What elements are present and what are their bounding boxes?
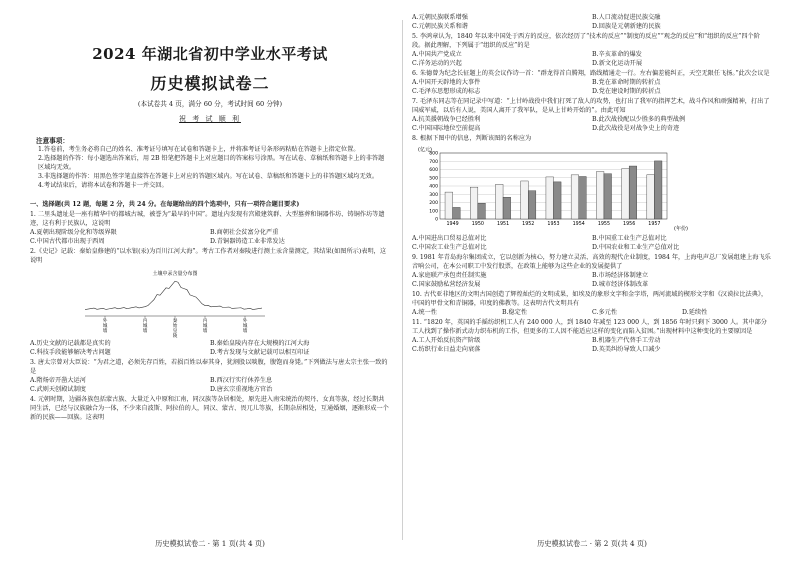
page-footer: 历史模拟试卷二 · 第 1 页(共 4 页) bbox=[155, 538, 265, 548]
option-c: C.科技手段能够解决考古问题 bbox=[30, 348, 111, 356]
bar-series-1 bbox=[596, 171, 604, 218]
option-c: C.中国古代都市出现于西周 bbox=[30, 238, 105, 246]
option-b: B.此次战役配以少胜多的典型战例 bbox=[592, 115, 686, 123]
question-8: 8. 根据下图中的信息，判断该图的名称应为 bbox=[412, 134, 532, 142]
exam-title: 2024 年湖北省初中学业水平考试 bbox=[92, 45, 328, 63]
bar-x-tick-label: 1951 bbox=[496, 221, 510, 227]
bar-y-tick-label: 0 bbox=[435, 217, 438, 223]
option-b: B.机器生产代替手工劳动 bbox=[592, 336, 661, 344]
bar-x-tick-label: 1957 bbox=[648, 221, 661, 227]
note-item: 3.非选择题的作答：用黑色签字笔直接答在答题卡上对应的答题区域内。写在试卷、草稿纸和答题卡上的非答题区域均无效。 bbox=[38, 173, 379, 181]
exam-page-1 bbox=[30, 14, 390, 549]
option-d: D.青铜器铸造工业非常发达 bbox=[210, 238, 285, 246]
bar-y-tick-label: 500 bbox=[429, 176, 438, 182]
option-a: A.历史文献的记载都是真实的 bbox=[30, 339, 111, 347]
option-d: D.此次战役是对战争史上的奇迹 bbox=[592, 124, 680, 132]
question-1-options bbox=[30, 229, 390, 247]
option-d: D.中国农业和工业生产总值对比 bbox=[592, 243, 680, 251]
option-b: B.中国重工业生产总值对比 bbox=[592, 234, 667, 242]
option-b: B.秦始皇陵内存在大规模的江河大海 bbox=[210, 339, 310, 347]
option-b: B.市场经济体制建立 bbox=[592, 271, 649, 279]
bar-chart-xlabel: (年份) bbox=[674, 225, 688, 232]
question-6-options bbox=[412, 79, 772, 97]
mercury-x-label: 墙 bbox=[102, 328, 108, 334]
bar-series-2 bbox=[579, 176, 587, 218]
bar-x-tick-label: 1949 bbox=[446, 221, 459, 227]
mercury-x-label: 陵 bbox=[172, 333, 178, 338]
question-7-options bbox=[412, 116, 772, 134]
question-4-options bbox=[412, 14, 772, 32]
mercury-x-label: 城 bbox=[102, 323, 108, 329]
mercury-x-label: 皇 bbox=[172, 328, 178, 334]
question-10-options bbox=[412, 309, 772, 318]
mercury-x-label: 墙 bbox=[242, 328, 248, 334]
mercury-chart-svg bbox=[75, 268, 275, 338]
mercury-x-label: 城 bbox=[142, 323, 148, 329]
mercury-x-label: 外 bbox=[242, 318, 248, 324]
option-c: C.纺织行业日益走向衰落 bbox=[412, 345, 481, 353]
bar-series-1 bbox=[445, 192, 453, 219]
option-c: C.毛泽东思想形成的标志 bbox=[412, 87, 481, 95]
question-3-options bbox=[30, 377, 390, 395]
option-a: A.中国共产党成立 bbox=[412, 50, 462, 58]
question-3: 3. 唐太宗曾对大臣说：“为君之道，必须先存百姓，若损百姓以奉其身，犹割股以啖腹，腹饱而身毙。”下列做法与唐太宗主张一致的是 bbox=[30, 358, 388, 375]
option-a: A.抗美援朝战争已经胜利 bbox=[412, 115, 481, 123]
option-b: B.商朝社会贫富分化严重 bbox=[210, 229, 279, 237]
bar-series-1 bbox=[470, 187, 478, 219]
mercury-x-label: 墙 bbox=[202, 328, 208, 334]
bar-series-2 bbox=[629, 166, 637, 219]
mercury-chart-title: 土壤中汞含量分布图 bbox=[152, 270, 198, 277]
exam-page-2 bbox=[412, 14, 772, 549]
bar-series-2 bbox=[554, 182, 562, 219]
bar-x-tick-label: 1953 bbox=[547, 221, 560, 227]
option-c: C.中国国际地位空前提高 bbox=[412, 124, 481, 132]
option-a: A.工人开始反抗资产阶级 bbox=[412, 336, 481, 344]
bar-series-2 bbox=[604, 174, 612, 219]
bar-x-tick-label: 1955 bbox=[597, 221, 611, 227]
option-b: B.党在革命时期的转折点 bbox=[592, 78, 661, 86]
option-b: B.人口流动促进民族交融 bbox=[592, 14, 661, 21]
bar-series-1 bbox=[622, 168, 630, 218]
option-d: D.回族是元朝新建的民族 bbox=[592, 22, 661, 30]
option-c: C.洋务运动的兴起 bbox=[412, 59, 462, 67]
bar-y-tick-label: 700 bbox=[429, 159, 438, 165]
exam-subtitle: 历史模拟试卷二 bbox=[150, 73, 270, 93]
note-item: 1.答卷前，考生务必将自己的姓名、准考证号填写在试卷和答题卡上，并将准考证号条形码粘贴在答题卡上指定位置。 bbox=[38, 146, 360, 154]
option-c: C.国家鼓励私营经济发展 bbox=[412, 280, 481, 288]
mercury-x-label: 内 bbox=[202, 318, 208, 324]
page-divider bbox=[402, 20, 403, 540]
mercury-x-label: 外 bbox=[102, 318, 108, 324]
mercury-x-label: 城 bbox=[242, 323, 248, 329]
mercury-x-label: 墙 bbox=[142, 328, 148, 334]
bar-y-tick-label: 100 bbox=[429, 209, 438, 215]
bar-x-tick-label: 1952 bbox=[522, 221, 535, 227]
bar-series-1 bbox=[647, 174, 655, 218]
bar-x-tick-label: 1954 bbox=[572, 221, 585, 227]
section-heading: 一、选择题(共 12 题，每题 2 分，共 24 分。在每题给出的四个选项中，只有一项符合题目要求) bbox=[30, 201, 300, 209]
output-bar-chart bbox=[412, 145, 712, 233]
option-b: B.稳定性 bbox=[502, 308, 528, 316]
mercury-x-label: 城 bbox=[202, 323, 208, 329]
option-a: A.元朝民族联系增强 bbox=[412, 14, 468, 21]
option-d: D.唐玄宗重视地方官治 bbox=[210, 385, 273, 393]
option-b: B.西汉行实行休养生息 bbox=[210, 376, 273, 384]
question-9: 9. 1981 年青岛海尔集团成立，它以创新为核心，努力建立灵活、高效的现代企业制度，1984 年，上海电声总厂发展组建上海飞乐音响公司，在本公司职工中发行股票，在政策上能够为这些企业的发展提供了 bbox=[412, 253, 771, 270]
option-c: C.多元性 bbox=[592, 308, 618, 316]
option-c: C.元朝民族关系和谐 bbox=[412, 22, 468, 30]
bar-series-2 bbox=[654, 161, 662, 219]
question-2-options bbox=[30, 340, 390, 358]
bar-chart-ylabel: (亿元) bbox=[418, 146, 432, 153]
notes-title: 注意事项： bbox=[36, 136, 69, 145]
good-luck-text: 祝 考 试 顺 利 bbox=[179, 115, 241, 124]
mercury-x-label: 始 bbox=[172, 323, 178, 329]
bar-series-2 bbox=[478, 203, 486, 219]
option-b: B.辛亥革命的爆发 bbox=[592, 50, 642, 58]
bar-x-tick-label: 1956 bbox=[623, 221, 636, 227]
option-d: D.考古发现与文献记载可以相互印证 bbox=[210, 348, 310, 356]
option-a: A.家庭联产承包责任制实施 bbox=[412, 271, 487, 279]
question-1: 1. 二里头遗址是一座有精华中的都城古城，被誉为“最早的中国”。遗址内发现有宫殿建筑群、大型墓葬和铜器作坊、铸铜作坊等遗迹，这有利于民族认，这说明 bbox=[30, 211, 385, 228]
bar-y-tick-label: 600 bbox=[429, 167, 438, 173]
question-8-options bbox=[412, 235, 772, 253]
option-a: A.中国开天辟地的大事件 bbox=[412, 78, 481, 86]
mercury-x-label: 秦 bbox=[172, 318, 178, 324]
option-d: D.延续性 bbox=[682, 308, 708, 316]
question-5-options bbox=[412, 51, 772, 69]
option-c: C.武则天创殿试制度 bbox=[30, 385, 86, 393]
option-d: D.英美纠纷导致人口减少 bbox=[592, 345, 661, 353]
bar-series-2 bbox=[528, 190, 536, 218]
bar-y-tick-label: 800 bbox=[429, 151, 438, 157]
question-6: 6. 朱德曾为纪念长征题上的英会议作诗一首：“群龙得首自腾翔，路线精通走一行。左右偏差能纠正，天空无限任飞扬。”此次会议是 bbox=[412, 69, 770, 77]
question-11-options bbox=[412, 337, 772, 355]
bar-series-1 bbox=[546, 177, 554, 219]
option-a: A.中国进出口贸易总值对比 bbox=[412, 234, 487, 242]
bar-y-tick-label: 200 bbox=[429, 200, 438, 206]
option-c: C.中国农工业生产总值对比 bbox=[412, 243, 487, 251]
mercury-series-line bbox=[85, 281, 262, 309]
bar-series-1 bbox=[521, 181, 529, 219]
option-d: D.城市经济体制改革 bbox=[592, 280, 649, 288]
exam-info: (本试卷共 4 页，满分 60 分，考试时间 60 分钟) bbox=[137, 99, 283, 108]
mercury-x-label: 内 bbox=[142, 318, 148, 324]
question-11: 11. “1820 年，英国的手摇纺织机工人有 240 000 人，到 1840 年减至 123 000 人，到 1856 年时只剩下 3000 人。其中部分工人找到了操作新式动力织布机的工作，但更多的工人因不能适应这样的变化而陷入贫困。”出现材料中这种变化的主要原因是 bbox=[412, 318, 767, 335]
output-bar-chart-svg bbox=[412, 145, 712, 233]
mercury-chart bbox=[75, 268, 275, 338]
bar-series-2 bbox=[503, 197, 511, 219]
option-a: A.夏朝出现阶级分化和等级界限 bbox=[30, 229, 117, 237]
bar-series-1 bbox=[571, 175, 579, 219]
question-10: 10. 古代亚非地区的文明古国创造了辉煌灿烂的文明成果，如埃及的象形文字和金字塔，两河流域的楔形文字和《汉谟拉比法典》，中国的甲骨文和青铜器，印度的佛教等。这表明古代文明具有 bbox=[412, 290, 768, 307]
note-item: 4.考试结束后，请将本试卷和答题卡一并交回。 bbox=[38, 182, 168, 190]
bar-x-tick-label: 1950 bbox=[471, 221, 484, 227]
question-2: 2.《史记》记载：秦始皇修建的“以水银(汞)为百川江河大海”。考古工作者对秦陵进行测土汞含量测定，其结果(如图所示)表明，这说明 bbox=[30, 248, 387, 264]
bar-y-tick-label: 300 bbox=[429, 192, 438, 198]
bar-y-tick-label: 400 bbox=[429, 184, 438, 190]
question-7: 7. 毛泽东同志等在同记录中写道：“上甘岭战役中我们打死了敌人的攻势，也打出了我军的指挥艺术，战斗作风和顽强精神，打出了国威军威，以后有人说，美国人离开了我军队，是从上甘岭开始的”。由此可知 bbox=[412, 97, 770, 114]
page-footer: 历史模拟试卷二 · 第 2 页(共 4 页) bbox=[537, 538, 647, 548]
question-9-options bbox=[412, 272, 772, 290]
bar-series-1 bbox=[495, 184, 503, 219]
note-item: 2.选择题的作答：每小题选出答案后，用 2B 铅笔把答题卡上对应题目的答案标号涂黑。写在试卷、草稿纸和答题卡上的非答题区域均无效。 bbox=[38, 155, 385, 172]
question-5: 5. 李鸿章认为，1840 年以来中国处于西方的反应，依次经历了“技术的反应”“制度的反应”“观念的反应”和“组织的反应”四个阶段。据此理解，下列属于“组织的反应”的是 bbox=[412, 32, 760, 49]
bar-series-2 bbox=[453, 207, 461, 219]
option-a: A.隋炀帝开凿大运河 bbox=[30, 376, 86, 384]
option-d: D.党在建设时期的转折点 bbox=[592, 87, 661, 95]
option-d: D.新文化运动开展 bbox=[592, 59, 643, 67]
option-a: A.统一性 bbox=[412, 308, 437, 316]
question-4: 4. 元朝时期，边疆各族包括蒙古族、大量迁入中原和江南，同汉族等杂居相处，原先进入南宋统治的契丹、女真等族，经过长期共同生活，已经与汉族融合为一体，不少来自波斯、阿拉伯的人，同汉、蒙古、畏兀儿等族，长期杂居相处，互通婚姻，逐渐形成一个新的民族——回族。这表明 bbox=[30, 395, 389, 421]
